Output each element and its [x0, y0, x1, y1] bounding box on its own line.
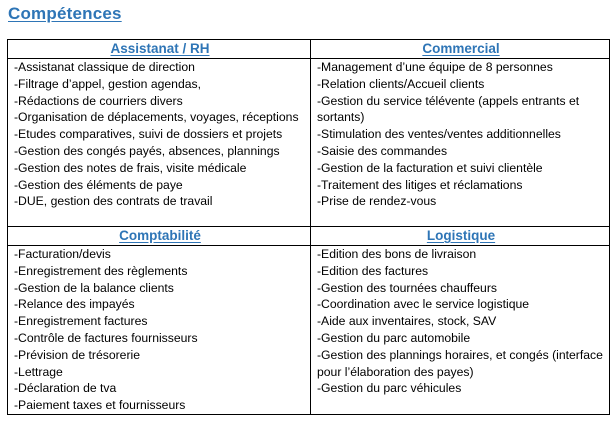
list-item: -Stimulation des ventes/ventes additionnelles — [317, 127, 561, 142]
heading-row-bottom — [8, 227, 610, 246]
list-item: -Gestion du parc automobile — [317, 330, 471, 345]
list-item: -Assistanat classique de direction — [14, 60, 195, 74]
list-item: -Gestion des plannings horaires, et congés (interface pour l’élaboration des payes) — [317, 347, 603, 379]
list-item: -Gestion des congés payés, absences, plannings — [14, 143, 280, 158]
list-item: -Déclaration de tva — [14, 381, 117, 396]
list-item: -Organisation de déplacements, voyages, réceptions — [14, 110, 299, 125]
list-item: -DUE, gestion des contrats de travail — [14, 194, 213, 209]
cell-logistique — [311, 246, 610, 415]
heading-comptabilite: Comptabilité — [8, 227, 311, 246]
heading-assistanat-rh: Assistanat / RH — [8, 40, 311, 59]
list-item: -Enregistrement factures — [14, 314, 148, 329]
list-item: -Edition des bons de livraison — [317, 247, 477, 261]
list-item: -Paiement taxes et fournisseurs — [14, 398, 186, 413]
list-item: -Gestion de la facturation et suivi clientèle — [317, 160, 543, 175]
list-item: -Gestion des éléments de paye — [14, 177, 183, 192]
list-item: -Edition des factures — [317, 263, 429, 278]
list-item: -Relation clients/Accueil clients — [317, 76, 485, 91]
cell-assistanat-rh — [8, 59, 311, 227]
heading-commercial: Commercial — [311, 40, 610, 59]
items-row-bottom — [8, 246, 610, 415]
list-item: -Aide aux inventaires, stock, SAV — [317, 314, 497, 329]
list-item: -Gestion de la balance clients — [14, 280, 174, 295]
heading-row-top — [8, 40, 610, 59]
list-item: -Enregistrement des règlements — [14, 263, 188, 278]
list-item: -Management d’une équipe de 8 personnes — [317, 60, 553, 74]
list-commercial — [317, 59, 605, 210]
list-item: -Lettrage — [14, 364, 63, 379]
list-item: -Facturation/devis — [14, 247, 111, 261]
list-item: -Prévision de trésorerie — [14, 347, 140, 362]
list-logistique — [317, 246, 605, 397]
list-item: -Contrôle de factures fournisseurs — [14, 330, 198, 345]
cell-comptabilite — [8, 246, 311, 415]
list-item: -Saisie des commandes — [317, 143, 448, 158]
list-item: -Gestion du parc véhicules — [317, 381, 462, 396]
heading-logistique: Logistique — [311, 227, 610, 246]
list-assistanat-rh — [14, 59, 306, 210]
skills-table — [7, 39, 610, 415]
list-item: -Filtrage d’appel, gestion agendas, — [14, 76, 201, 91]
page-title: Compétences — [8, 4, 122, 23]
list-item: -Prise de rendez-vous — [317, 194, 437, 209]
cell-commercial — [311, 59, 610, 227]
list-item: -Rédactions de courriers divers — [14, 93, 183, 108]
list-item: -Traitement des litiges et réclamations — [317, 177, 523, 192]
list-item: -Gestion du service télévente (appels entrants et sortants) — [317, 93, 580, 125]
list-item: -Etudes comparatives, suivi de dossiers et projets — [14, 127, 283, 142]
list-item: -Gestion des tournées chauffeurs — [317, 280, 497, 295]
list-comptabilite — [14, 246, 306, 414]
list-item: -Gestion des notes de frais, visite médicale — [14, 160, 247, 175]
list-item: -Relance des impayés — [14, 297, 135, 312]
items-row-top — [8, 59, 610, 227]
list-item: -Coordination avec le service logistique — [317, 297, 530, 312]
